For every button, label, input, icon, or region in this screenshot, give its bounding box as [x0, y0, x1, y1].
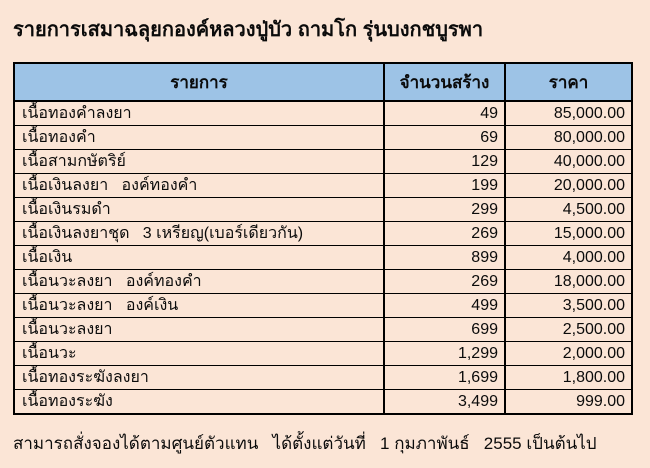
item-cell: เนื้อเงิน [14, 246, 384, 270]
table-row [14, 294, 632, 318]
table-row [14, 366, 632, 390]
price-cell: 80,000.00 [505, 126, 632, 150]
price-cell: 18,000.00 [505, 270, 632, 294]
item-cell: เนื้อทองระฆังลงยา [14, 366, 384, 390]
quantity-cell: 299 [384, 198, 505, 222]
price-cell: 2,000.00 [505, 342, 632, 366]
column-header-item: รายการ [14, 63, 384, 101]
quantity-cell: 199 [384, 174, 505, 198]
table-row [14, 198, 632, 222]
price-cell: 85,000.00 [505, 101, 632, 126]
quantity-cell: 699 [384, 318, 505, 342]
table-row [14, 390, 632, 415]
price-table [13, 62, 633, 415]
price-cell: 20,000.00 [505, 174, 632, 198]
footer-note: สามารถสั่งจองได้ตามศูนย์ตัวแทน ได้ตั้งแต่วันที่ 1 กุมภาพันธ์ 2555 เป็นต้นไป [13, 434, 597, 453]
price-cell: 4,500.00 [505, 198, 632, 222]
price-cell: 1,800.00 [505, 366, 632, 390]
item-cell: เนื้อนวะลงยา องค์เงิน [14, 294, 384, 318]
item-cell: เนื้อนวะลงยา [14, 318, 384, 342]
quantity-cell: 499 [384, 294, 505, 318]
table-row [14, 342, 632, 366]
quantity-cell: 69 [384, 126, 505, 150]
quantity-cell: 3,499 [384, 390, 505, 415]
table-row [14, 101, 632, 126]
column-header-quantity: จำนวนสร้าง [384, 63, 505, 101]
price-cell: 4,000.00 [505, 246, 632, 270]
quantity-cell: 269 [384, 222, 505, 246]
table-row [14, 318, 632, 342]
table-row [14, 174, 632, 198]
item-cell: เนื้อทองคำลงยา [14, 101, 384, 126]
table-row [14, 150, 632, 174]
column-header-price: ราคา [505, 63, 632, 101]
item-cell: เนื้อทองคำ [14, 126, 384, 150]
item-cell: เนื้อเงินลงยาชุด 3 เหรียญ(เบอร์เดียวกัน) [14, 222, 384, 246]
quantity-cell: 899 [384, 246, 505, 270]
quantity-cell: 129 [384, 150, 505, 174]
price-cell: 3,500.00 [505, 294, 632, 318]
price-cell: 40,000.00 [505, 150, 632, 174]
table-row [14, 126, 632, 150]
item-cell: เนื้อเงินลงยา องค์ทองคำ [14, 174, 384, 198]
quantity-cell: 49 [384, 101, 505, 126]
item-cell: เนื้อนวะ [14, 342, 384, 366]
price-cell: 15,000.00 [505, 222, 632, 246]
price-cell: 2,500.00 [505, 318, 632, 342]
page-title: รายการเสมาฉลุยกองค์หลวงปู่บัว ถามโก รุ่นบงกชบูรพา [13, 19, 484, 41]
item-cell: เนื้อทองระฆัง [14, 390, 384, 415]
table-row [14, 246, 632, 270]
table-header-row [14, 63, 632, 101]
quantity-cell: 1,299 [384, 342, 505, 366]
table-row [14, 222, 632, 246]
price-cell: 999.00 [505, 390, 632, 415]
table-row [14, 270, 632, 294]
item-cell: เนื้อนวะลงยา องค์ทองคำ [14, 270, 384, 294]
quantity-cell: 1,699 [384, 366, 505, 390]
quantity-cell: 269 [384, 270, 505, 294]
item-cell: เนื้อเงินรมดำ [14, 198, 384, 222]
item-cell: เนื้อสามกษัตริย์ [14, 150, 384, 174]
